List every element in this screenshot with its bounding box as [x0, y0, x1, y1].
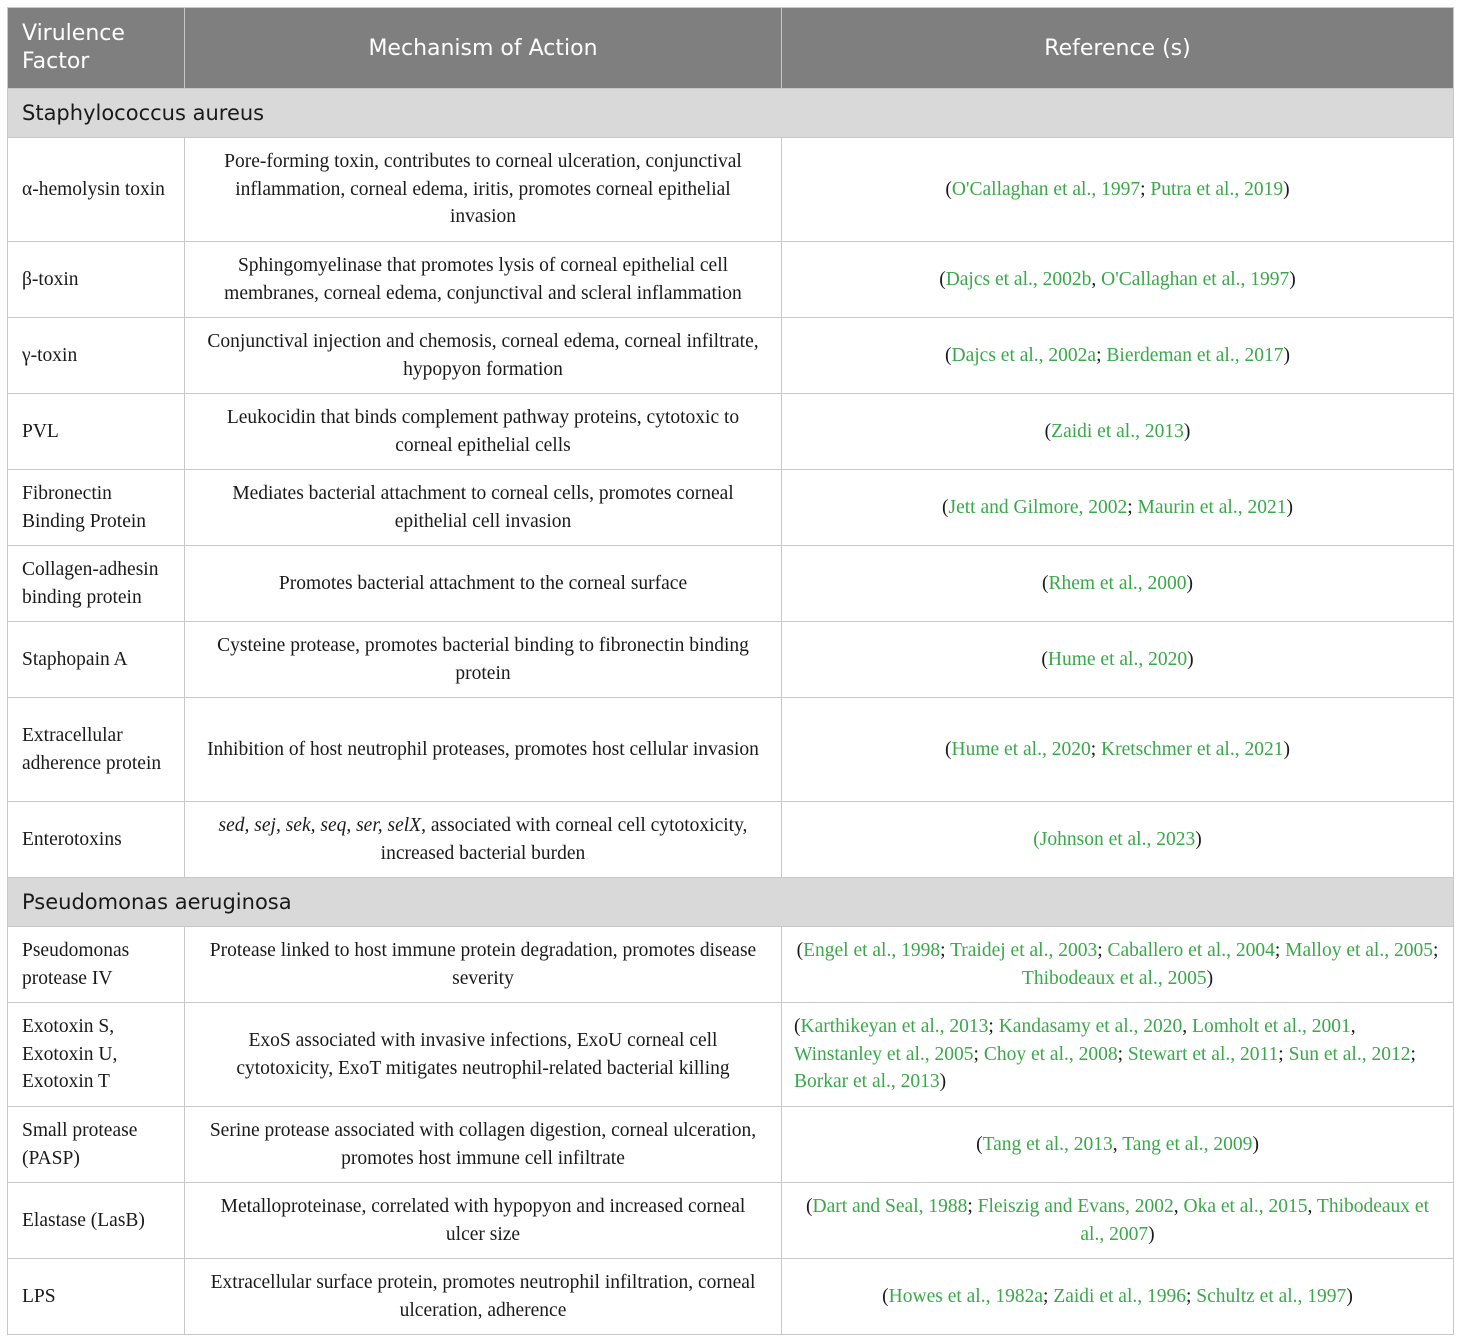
table-row	[8, 1003, 1454, 1107]
citation-link[interactable]: Fleiszig and Evans, 2002	[977, 1196, 1174, 1217]
gene-list: sed, sej, sek, seq, ser, selX	[218, 815, 422, 836]
references-cell: (Hume et al., 2020)	[782, 622, 1454, 698]
table-row	[8, 546, 1454, 622]
section-title: Pseudomonas aeruginosa	[8, 878, 1454, 927]
citation-link[interactable]: Caballero et al., 2004	[1107, 940, 1275, 961]
citation-separator: ,	[1112, 1133, 1123, 1155]
citation-separator: ,	[1182, 1016, 1193, 1038]
citation-link[interactable]: Thibodeaux et al., 2007	[1080, 1196, 1429, 1245]
mechanism-cell	[185, 622, 782, 698]
citation-separator: ;	[967, 1196, 978, 1217]
mechanism-cell	[185, 1183, 782, 1259]
mechanism-cell	[185, 138, 782, 242]
references-cell: (O'Callaghan et al., 1997; Putra et al., 2019)	[782, 138, 1454, 242]
references-cell: (Hume et al., 2020; Kretschmer et al., 2021)	[782, 698, 1454, 802]
factor-cell: γ-toxin	[8, 318, 185, 394]
table-row	[8, 927, 1454, 1003]
citation-link[interactable]: Traidej et al., 2003	[950, 940, 1098, 961]
references-cell: (Rhem et al., 2000)	[782, 546, 1454, 622]
factor-cell: Exotoxin S, Exotoxin U, Exotoxin T	[8, 1003, 185, 1107]
references-cell: (Zaidi et al., 2013)	[782, 394, 1454, 470]
citation-link[interactable]: Dart and Seal, 1988	[812, 1196, 968, 1217]
citation-link[interactable]: Zaidi et al., 2013	[1051, 420, 1184, 442]
citation-link[interactable]: Maurin et al., 2021	[1137, 496, 1287, 518]
references-cell: (Tang et al., 2013, Tang et al., 2009)	[782, 1107, 1454, 1183]
mechanism-text: Inhibition of host neutrophil proteases, promotes host cellular invasion	[207, 738, 759, 760]
mechanism-cell	[185, 927, 782, 1003]
citation-separator: ,	[1350, 1016, 1356, 1038]
citation-separator: ;	[1127, 496, 1138, 518]
factor-cell: Staphopain A	[8, 622, 185, 698]
citation-separator: ,	[1307, 1196, 1317, 1217]
mechanism-text: Pore-forming toxin, contributes to corneal ulceration, conjunctival inflammation, corneal edema, iritis, promotes corneal epithelial invasion	[224, 151, 742, 228]
mechanism-cell	[185, 1107, 782, 1183]
section-row	[8, 89, 1454, 138]
references-cell: (Howes et al., 1982a; Zaidi et al., 1996; Schultz et al., 1997)	[782, 1259, 1454, 1335]
table-row	[8, 622, 1454, 698]
citation-link[interactable]: Tang et al., 2013	[982, 1133, 1113, 1155]
mechanism-cell	[185, 394, 782, 470]
virulence-factor-table	[7, 7, 1454, 1335]
table-row	[8, 802, 1454, 878]
factor-cell: LPS	[8, 1259, 185, 1335]
citation-separator: ;	[1186, 1285, 1197, 1307]
mechanism-cell	[185, 242, 782, 318]
mechanism-cell	[185, 546, 782, 622]
citation-link[interactable]: Dajcs et al., 2002b	[945, 268, 1092, 290]
citation-link[interactable]: Lomholt et al., 2001	[1192, 1016, 1351, 1038]
table-row	[8, 394, 1454, 470]
mechanism-cell	[185, 470, 782, 546]
factor-cell: β-toxin	[8, 242, 185, 318]
table-row	[8, 698, 1454, 802]
factor-cell: Fibronectin Binding Protein	[8, 470, 185, 546]
table-row	[8, 470, 1454, 546]
mechanism-cell	[185, 698, 782, 802]
table-row	[8, 242, 1454, 318]
mechanism-text: , associated with corneal cell cytotoxicity, increased bacterial burden	[380, 815, 748, 864]
citation-link[interactable]: Schultz et al., 1997	[1196, 1285, 1347, 1307]
references-cell: (Jett and Gilmore, 2002; Maurin et al., 2021)	[782, 470, 1454, 546]
citation-link[interactable]: Sun et al., 2012	[1288, 1043, 1411, 1065]
mechanism-cell	[185, 1003, 782, 1107]
mechanism-cell	[185, 318, 782, 394]
citation-separator: ;	[1117, 1043, 1128, 1065]
references-cell: (Engel et al., 1998; Traidej et al., 2003; Caballero et al., 2004; Malloy et al., 2005; Thibodeaux et al., 2005)	[782, 927, 1454, 1003]
factor-cell: Extracellular adherence protein	[8, 698, 185, 802]
citation-link[interactable]: Tang et al., 2009	[1122, 1133, 1253, 1155]
citation-link[interactable]: Jett and Gilmore, 2002	[948, 496, 1128, 518]
citation-link[interactable]: O'Callaghan et al., 1997	[1101, 268, 1290, 290]
citation-link[interactable]: Thibodeaux et al., 2005	[1021, 967, 1207, 989]
mechanism-cell	[185, 802, 782, 878]
factor-cell: Elastase (LasB)	[8, 1183, 185, 1259]
table-body	[8, 89, 1454, 1335]
citation-link[interactable]: Howes et al., 1982a	[888, 1285, 1044, 1307]
citation-link[interactable]: Borkar et al., 2013	[794, 1071, 940, 1093]
mechanism-text: Extracellular surface protein, promotes neutrophil infiltration, corneal ulceration, adherence	[210, 1272, 756, 1321]
citation-link[interactable]: Dajcs et al., 2002a	[951, 344, 1097, 366]
table-row	[8, 1259, 1454, 1335]
header-row	[8, 8, 1454, 89]
references-cell: (Johnson et al., 2023)	[782, 802, 1454, 878]
mechanism-text: ExoS associated with invasive infections, ExoU corneal cell cytotoxicity, ExoT mitigates neutrophil-related bacterial killing	[236, 1030, 730, 1079]
header-mechanism: Mechanism of Action	[185, 8, 782, 89]
mechanism-text: Serine protease associated with collagen digestion, corneal ulceration, promotes host immune cell infiltrate	[209, 1120, 757, 1169]
citation-link[interactable]: Hume et al., 2020	[951, 738, 1091, 760]
table-row	[8, 318, 1454, 394]
citation-separator: ;	[1140, 178, 1151, 200]
citation-link[interactable]: Kandasamy et al., 2020	[998, 1016, 1183, 1038]
table-row	[8, 1183, 1454, 1259]
mechanism-text: Protease linked to host immune protein degradation, promotes disease severity	[209, 940, 757, 989]
table-row	[8, 138, 1454, 242]
references-cell: (Dart and Seal, 1988; Fleiszig and Evans, 2002, Oka et al., 2015, Thibodeaux et al., 2007)	[782, 1183, 1454, 1259]
citation-link[interactable]: Choy et al., 2008	[983, 1043, 1118, 1065]
citation-link[interactable]: Oka et al., 2015	[1183, 1196, 1308, 1217]
citation-separator: ;	[973, 1043, 984, 1065]
citation-separator: ;	[1410, 1043, 1416, 1065]
table-header	[8, 8, 1454, 89]
citation-separator: ;	[1043, 1285, 1054, 1307]
citation-link[interactable]: Hume et al., 2020	[1047, 648, 1188, 670]
factor-cell: Small protease (PASP)	[8, 1107, 185, 1183]
factor-cell: α-hemolysin toxin	[8, 138, 185, 242]
citation-link[interactable]: Zaidi et al., 1996	[1053, 1285, 1186, 1307]
factor-cell: PVL	[8, 394, 185, 470]
citation-link[interactable]: Putra et al., 2019	[1150, 178, 1284, 200]
mechanism-cell	[185, 1259, 782, 1335]
mechanism-text: Metalloproteinase, correlated with hypopyon and increased corneal ulcer size	[220, 1196, 746, 1245]
citation-link[interactable]: Rhem et al., 2000	[1048, 572, 1187, 594]
references-cell: (Dajcs et al., 2002b, O'Callaghan et al., 1997)	[782, 242, 1454, 318]
mechanism-text: Leukocidin that binds complement pathway proteins, cytotoxic to corneal epithelial cells	[226, 407, 740, 456]
header-factor: Virulence Factor	[8, 8, 185, 89]
section-row	[8, 878, 1454, 927]
citation-link[interactable]: O'Callaghan et al., 1997	[951, 178, 1141, 200]
citation-separator: ;	[1278, 1043, 1289, 1065]
factor-cell: Enterotoxins	[8, 802, 185, 878]
references-cell: (Karthikeyan et al., 2013; Kandasamy et al., 2020, Lomholt et al., 2001, Winstanley et al., 2005; Choy et al., 2008; Stewart et al., 2011; Sun et al., 2012; Borkar et al., 2013)	[782, 1003, 1454, 1107]
factor-cell: Pseudomonas protease IV	[8, 927, 185, 1003]
citation-link[interactable]: Kretschmer et al., 2021	[1101, 738, 1284, 760]
factor-cell: Collagen-adhesin binding protein	[8, 546, 185, 622]
citation-link[interactable]: Winstanley et al., 2005	[794, 1043, 974, 1065]
citation-separator: ;	[1274, 940, 1286, 961]
section-title: Staphylococcus aureus	[8, 89, 1454, 138]
citation-separator: ;	[1096, 344, 1107, 366]
citation-link[interactable]: Malloy et al., 2005	[1285, 940, 1433, 961]
citation-separator: ;	[1090, 738, 1101, 760]
header-references: Reference (s)	[782, 8, 1454, 89]
references-cell: (Dajcs et al., 2002a; Bierdeman et al., 2017)	[782, 318, 1454, 394]
citation-separator: ,	[1173, 1196, 1184, 1217]
citation-link[interactable]: Karthikeyan et al., 2013	[800, 1016, 989, 1038]
citation-link[interactable]: Johnson et al., 2023	[1039, 828, 1196, 850]
mechanism-text: Cysteine protease, promotes bacterial binding to fibronectin binding protein	[217, 635, 749, 684]
citation-separator: ;	[1097, 940, 1108, 961]
mechanism-text: Mediates bacterial attachment to corneal cells, promotes corneal epithelial cell invasion	[232, 483, 734, 532]
citation-separator: ;	[988, 1016, 999, 1038]
citation-link[interactable]: Bierdeman et al., 2017	[1106, 344, 1284, 366]
citation-link[interactable]: Stewart et al., 2011	[1127, 1043, 1279, 1065]
mechanism-text: Sphingomyelinase that promotes lysis of corneal epithelial cell membranes, corneal edema, conjunctival and scleral inflammation	[224, 255, 742, 304]
mechanism-text: Conjunctival injection and chemosis, corneal edema, corneal infiltrate, hypopyon formation	[207, 331, 759, 380]
citation-separator: ;	[940, 940, 951, 961]
citation-separator: ;	[1432, 940, 1439, 961]
mechanism-text: Promotes bacterial attachment to the corneal surface	[278, 572, 688, 594]
citation-separator: ,	[1091, 268, 1102, 290]
citation-link[interactable]: Engel et al., 1998	[803, 940, 941, 961]
table-row	[8, 1107, 1454, 1183]
